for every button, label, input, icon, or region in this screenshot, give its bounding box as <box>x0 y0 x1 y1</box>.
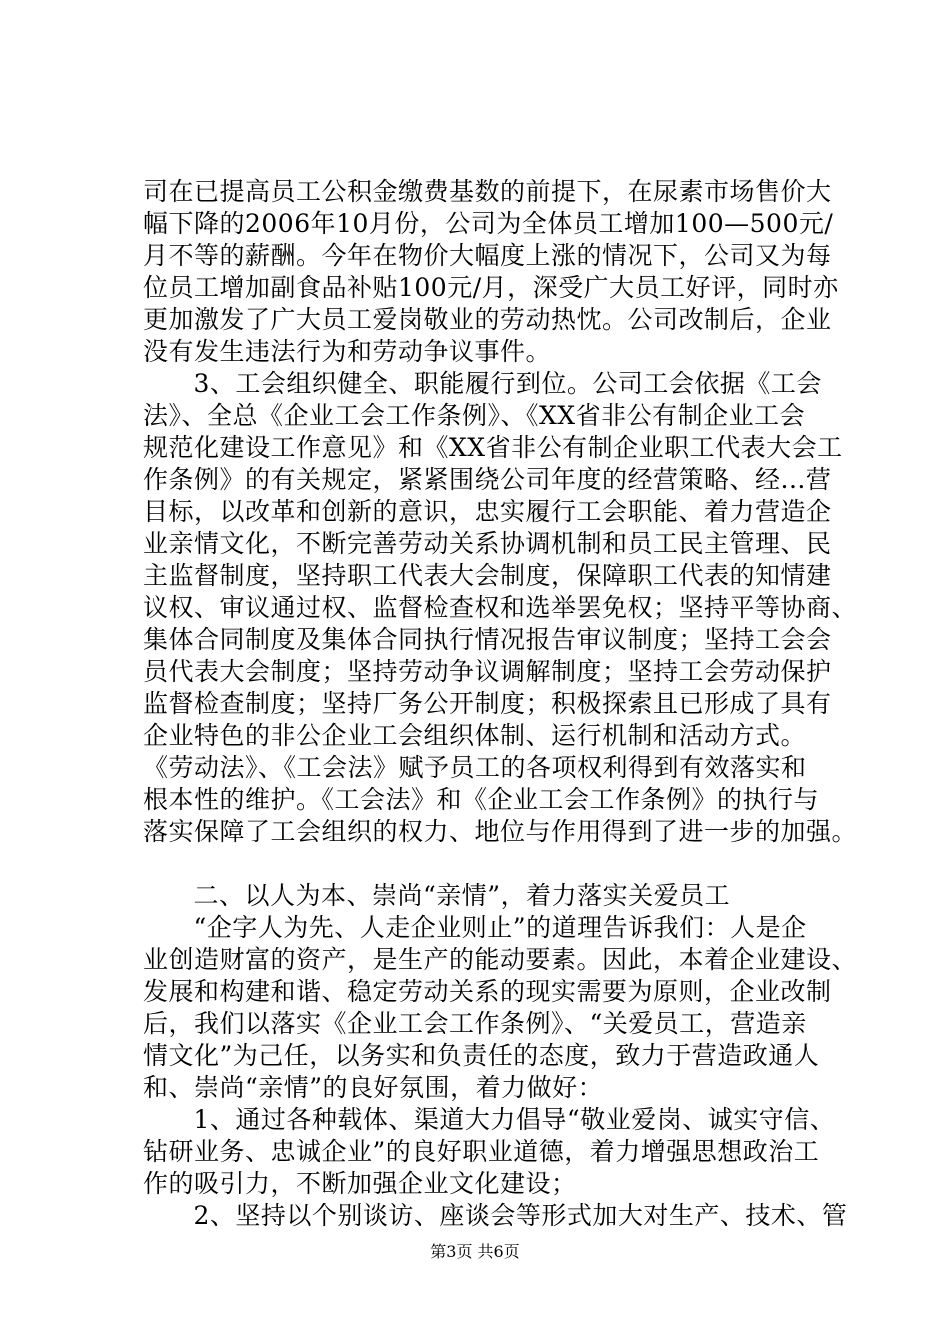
text-line: 情文化”为己任，以务实和负责任的态度，致力于营造政通人 <box>143 1041 820 1070</box>
text-line: 没有发生违法行为和劳动争议事件。 <box>143 337 552 366</box>
text-line: “企字人为先、人走企业则止”的道理告诉我们：人是企 <box>168 913 807 942</box>
text-line: 和、崇尚“亲情”的良好氛围，着力做好： <box>143 1073 604 1102</box>
text-line: 2、坚持以个别谈访、座谈会等形式加大对生产、技术、管 <box>168 1201 848 1230</box>
text-line: 规范化建设工作意见》和《XX省非公有制企业职工代表大会工 <box>143 433 843 462</box>
text-line: 后，我们以落实《企业工会工作条例》、“关爱员工，营造亲 <box>143 1009 807 1038</box>
text-line: 钻研业务、忠诚企业”的良好职业道德，着力增强思想政治工 <box>143 1137 820 1166</box>
text-line: 月不等的薪酬。今年在物价大幅度上涨的情况下，公司又为每 <box>143 241 832 270</box>
text-line: 位员工增加副食品补贴100元/月，深受广大员工好评，同时亦 <box>143 273 839 302</box>
text-line: 法》、全总《企业工会工作条例》、《XX省非公有制企业工会 <box>143 401 806 430</box>
text-line: 目标，以改革和创新的意识，忠实履行工会职能、着力营造企 <box>143 497 832 526</box>
text-line: 更加激发了广大员工爱岗敬业的劳动热忱。公司改制后，企业 <box>143 305 832 334</box>
text-line: 企业特色的非公企业工会组织体制、运行机制和活动方式。 <box>143 721 807 750</box>
text-line: 落实保障了工会组织的权力、地位与作用得到了进一步的加强。 <box>143 817 858 846</box>
text-line: 业创造财富的资产，是生产的能动要素。因此，本着企业建设、 <box>143 945 858 974</box>
text-line: 作的吸引力，不断加强企业文化建设； <box>143 1169 577 1198</box>
text-line: 发展和构建和谐、稳定劳动关系的现实需要为原则，企业改制 <box>143 977 832 1006</box>
text-line: 议权、审议通过权、监督检查权和选举罢免权；坚持平等协商、 <box>143 593 858 622</box>
text-line: 员代表大会制度；坚持劳动争议调解制度；坚持工会劳动保护 <box>143 657 832 686</box>
page-number-footer: 第3页 共6页 <box>430 1242 520 1261</box>
text-line: 司在已提高员工公积金缴费基数的前提下，在尿素市场售价大 <box>143 177 832 206</box>
text-line: 1、通过各种载体、渠道大力倡导“敬业爱岗、诚实守信、 <box>168 1105 836 1134</box>
text-line: 主监督制度，坚持职工代表大会制度，保障职工代表的知情建 <box>143 561 832 590</box>
text-line: 作条例》的有关规定，紧紧围绕公司年度的经营策略、经...营 <box>143 465 832 494</box>
text-line: 根本性的维护。《工会法》和《企业工会工作条例》的执行与 <box>143 785 820 814</box>
text-line: 《劳动法》、《工会法》赋予员工的各项权利得到有效落实和 <box>143 753 807 782</box>
section-heading: 二、以人为本、崇尚“亲情”，着力落实关爱员工 <box>168 881 731 910</box>
text-line: 3、工会组织健全、职能履行到位。公司工会依据《工会 <box>168 369 822 398</box>
text-line: 集体合同制度及集体合同执行情况报告审议制度；坚持工会会 <box>143 625 832 654</box>
text-line: 业亲情文化，不断完善劳动关系协调机制和员工民主管理、民 <box>143 529 832 558</box>
text-line: 监督检查制度；坚持厂务公开制度；积极探索且已形成了具有 <box>143 689 832 718</box>
text-line: 幅下降的2006年10月份，公司为全体员工增加100—500元/ <box>143 209 834 238</box>
